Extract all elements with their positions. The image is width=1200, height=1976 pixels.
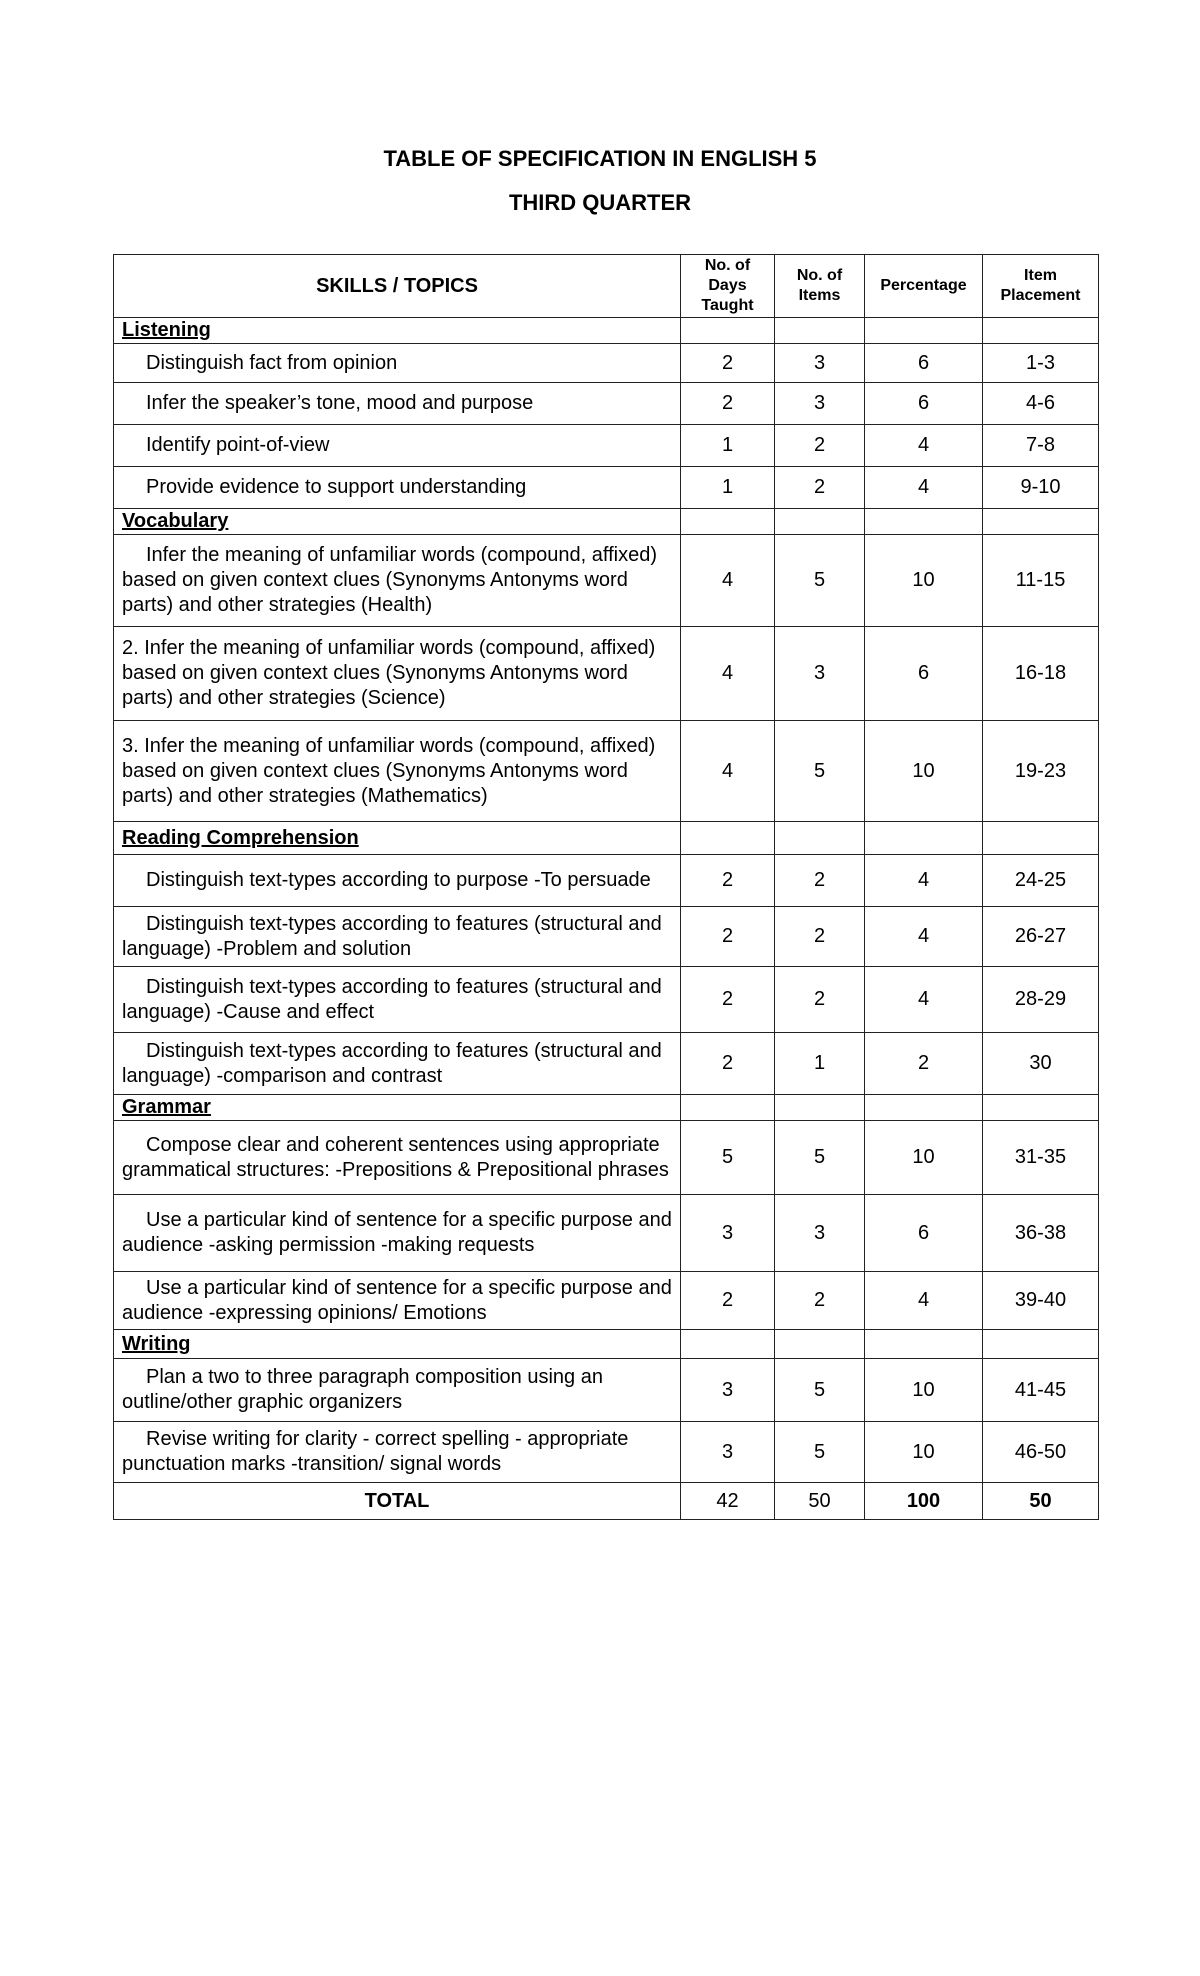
days-cell: 2: [681, 967, 775, 1033]
placement-cell: 46-50: [983, 1422, 1099, 1483]
placement-cell: 36-38: [983, 1195, 1099, 1272]
empty-cell: [983, 318, 1099, 344]
placement-cell: 31-35: [983, 1121, 1099, 1195]
skill-cell: [114, 344, 681, 383]
category-label: Reading Comprehension: [114, 822, 681, 855]
empty-cell: [681, 1330, 775, 1359]
skill-cell: [114, 907, 681, 967]
percentage-cell: 10: [865, 1359, 983, 1422]
skill-cell: [114, 1272, 681, 1330]
page-subtitle: THIRD QUARTER: [508, 190, 692, 215]
skill-cell: [114, 1422, 681, 1483]
skill-cell: [114, 721, 681, 822]
table-row: [114, 344, 1099, 383]
table-row: [114, 425, 1099, 467]
days-cell: 4: [681, 535, 775, 627]
skill-text: Distinguish text-types according to features (structural and language) -comparison and contrast: [122, 1039, 662, 1087]
empty-cell: [775, 509, 865, 535]
days-cell: 3: [681, 1422, 775, 1483]
days-cell: 5: [681, 1121, 775, 1195]
total-label: TOTAL: [114, 1483, 681, 1520]
percentage-cell: 6: [865, 383, 983, 425]
empty-cell: [681, 509, 775, 535]
items-cell: 5: [775, 1121, 865, 1195]
skill-text: Use a particular kind of sentence for a specific purpose and audience -expressing opinions/ Emotions: [122, 1276, 672, 1324]
total-row: [114, 1483, 1099, 1520]
total-percentage: 100: [865, 1483, 983, 1520]
table-row: [114, 1121, 1099, 1195]
table-row: [114, 535, 1099, 627]
empty-cell: [775, 318, 865, 344]
table-row: [114, 1422, 1099, 1483]
page-title: TABLE OF SPECIFICATION IN ENGLISH 5: [383, 146, 817, 171]
skill-cell: [114, 1359, 681, 1422]
items-cell: 3: [775, 383, 865, 425]
skill-cell: [114, 967, 681, 1033]
skill-text: Infer the meaning of unfamiliar words (compound, affixed) based on given context clues (Synonyms Antonyms word parts) and other strategies (Health): [122, 544, 658, 616]
percentage-cell: 4: [865, 967, 983, 1033]
skill-cell: [114, 383, 681, 425]
empty-cell: [775, 1095, 865, 1121]
percentage-cell: 4: [865, 907, 983, 967]
placement-cell: 1-3: [983, 344, 1099, 383]
table-row: [114, 907, 1099, 967]
percentage-cell: 10: [865, 535, 983, 627]
placement-cell: 7-8: [983, 425, 1099, 467]
skill-text: Plan a two to three paragraph composition using an outline/other graphic organizers: [122, 1366, 603, 1413]
skill-cell: [114, 627, 681, 721]
table-row: [114, 855, 1099, 907]
table-row: [114, 1272, 1099, 1330]
items-cell: 3: [775, 344, 865, 383]
empty-cell: [681, 318, 775, 344]
skill-text: 2. Infer the meaning of unfamiliar words (compound, affixed) based on given context clues (Synonyms Antonyms word parts) and other strategies (Science): [122, 637, 656, 709]
days-cell: 2: [681, 383, 775, 425]
header-percentage: Percentage: [865, 255, 983, 318]
items-cell: 1: [775, 1033, 865, 1095]
category-label: Listening: [114, 318, 681, 344]
empty-cell: [865, 318, 983, 344]
days-cell: 1: [681, 425, 775, 467]
empty-cell: [775, 822, 865, 855]
items-cell: 2: [775, 1272, 865, 1330]
skill-cell: [114, 425, 681, 467]
percentage-cell: 6: [865, 627, 983, 721]
days-cell: 4: [681, 627, 775, 721]
table-row: [114, 467, 1099, 509]
items-cell: 2: [775, 907, 865, 967]
placement-cell: 16-18: [983, 627, 1099, 721]
days-cell: 2: [681, 1272, 775, 1330]
placement-cell: 19-23: [983, 721, 1099, 822]
table-row: [114, 383, 1099, 425]
skill-text: Use a particular kind of sentence for a specific purpose and audience -asking permission -making requests: [122, 1209, 672, 1256]
items-cell: 5: [775, 1422, 865, 1483]
category-label: Writing: [114, 1330, 681, 1359]
category-row: [114, 822, 1099, 855]
percentage-cell: 2: [865, 1033, 983, 1095]
skill-cell: [114, 855, 681, 907]
items-cell: 3: [775, 1195, 865, 1272]
placement-cell: 41-45: [983, 1359, 1099, 1422]
skill-text: Compose clear and coherent sentences using appropriate grammatical structures: -Prepositions & Prepositional phrases: [122, 1133, 669, 1181]
table-row: [114, 967, 1099, 1033]
skill-cell: [114, 467, 681, 509]
items-cell: 5: [775, 721, 865, 822]
skill-cell: [114, 1195, 681, 1272]
total-items: 50: [775, 1483, 865, 1520]
skill-text: Identify point-of-view: [146, 434, 330, 456]
percentage-cell: 4: [865, 467, 983, 509]
skill-text: Distinguish text-types according to purpose -To persuade: [146, 869, 651, 891]
placement-cell: 30: [983, 1033, 1099, 1095]
skill-cell: [114, 535, 681, 627]
skill-text: Distinguish text-types according to features (structural and language) -Cause and effect: [122, 975, 662, 1023]
skill-text: Distinguish text-types according to features (structural and language) -Problem and solution: [122, 912, 662, 960]
empty-cell: [865, 1330, 983, 1359]
placement-cell: 4-6: [983, 383, 1099, 425]
category-row: [114, 1330, 1099, 1359]
empty-cell: [865, 822, 983, 855]
days-cell: 2: [681, 344, 775, 383]
days-cell: 2: [681, 907, 775, 967]
specification-table: [113, 254, 1099, 1520]
percentage-cell: 4: [865, 1272, 983, 1330]
placement-cell: 28-29: [983, 967, 1099, 1033]
empty-cell: [681, 1095, 775, 1121]
days-cell: 2: [681, 855, 775, 907]
items-cell: 2: [775, 467, 865, 509]
items-cell: 2: [775, 425, 865, 467]
items-cell: 5: [775, 535, 865, 627]
empty-cell: [865, 509, 983, 535]
days-cell: 4: [681, 721, 775, 822]
items-cell: 2: [775, 967, 865, 1033]
percentage-cell: 10: [865, 1422, 983, 1483]
percentage-cell: 4: [865, 855, 983, 907]
table-body: [114, 318, 1099, 1520]
header-items: No. of Items: [775, 255, 865, 318]
table-row: [114, 1359, 1099, 1422]
placement-cell: 26-27: [983, 907, 1099, 967]
placement-cell: 9-10: [983, 467, 1099, 509]
table-row: [114, 1195, 1099, 1272]
placement-cell: 39-40: [983, 1272, 1099, 1330]
category-row: [114, 509, 1099, 535]
empty-cell: [983, 1330, 1099, 1359]
category-label: Grammar: [114, 1095, 681, 1121]
header-placement: Item Placement: [983, 255, 1099, 318]
total-placement: 50: [983, 1483, 1099, 1520]
category-row: [114, 1095, 1099, 1121]
skill-text: Provide evidence to support understanding: [146, 476, 527, 498]
percentage-cell: 10: [865, 721, 983, 822]
days-cell: 1: [681, 467, 775, 509]
category-row: [114, 318, 1099, 344]
placement-cell: 24-25: [983, 855, 1099, 907]
items-cell: 3: [775, 627, 865, 721]
empty-cell: [983, 509, 1099, 535]
skill-cell: [114, 1121, 681, 1195]
days-cell: 3: [681, 1195, 775, 1272]
days-cell: 3: [681, 1359, 775, 1422]
percentage-cell: 4: [865, 425, 983, 467]
percentage-cell: 6: [865, 1195, 983, 1272]
empty-cell: [775, 1330, 865, 1359]
skill-text: Distinguish fact from opinion: [146, 351, 398, 374]
empty-cell: [983, 1095, 1099, 1121]
skill-text: 3. Infer the meaning of unfamiliar words (compound, affixed) based on given context clues (Synonyms Antonyms word parts) and other strategies (Mathematics): [122, 734, 656, 807]
table-row: [114, 627, 1099, 721]
percentage-cell: 6: [865, 344, 983, 383]
table-row: [114, 721, 1099, 822]
placement-cell: 11-15: [983, 535, 1099, 627]
skill-text: Revise writing for clarity - correct spelling - appropriate punctuation marks -transition/ signal words: [122, 1428, 629, 1475]
category-label: Vocabulary: [114, 509, 681, 535]
empty-cell: [865, 1095, 983, 1121]
items-cell: 5: [775, 1359, 865, 1422]
header-days: No. of Days Taught: [681, 255, 775, 318]
empty-cell: [983, 822, 1099, 855]
empty-cell: [681, 822, 775, 855]
table-row: [114, 1033, 1099, 1095]
header-skills: SKILLS / TOPICS: [114, 255, 681, 318]
total-days: 42: [681, 1483, 775, 1520]
items-cell: 2: [775, 855, 865, 907]
percentage-cell: 10: [865, 1121, 983, 1195]
skill-text: Infer the speaker’s tone, mood and purpose: [146, 392, 534, 414]
skill-cell: [114, 1033, 681, 1095]
days-cell: 2: [681, 1033, 775, 1095]
